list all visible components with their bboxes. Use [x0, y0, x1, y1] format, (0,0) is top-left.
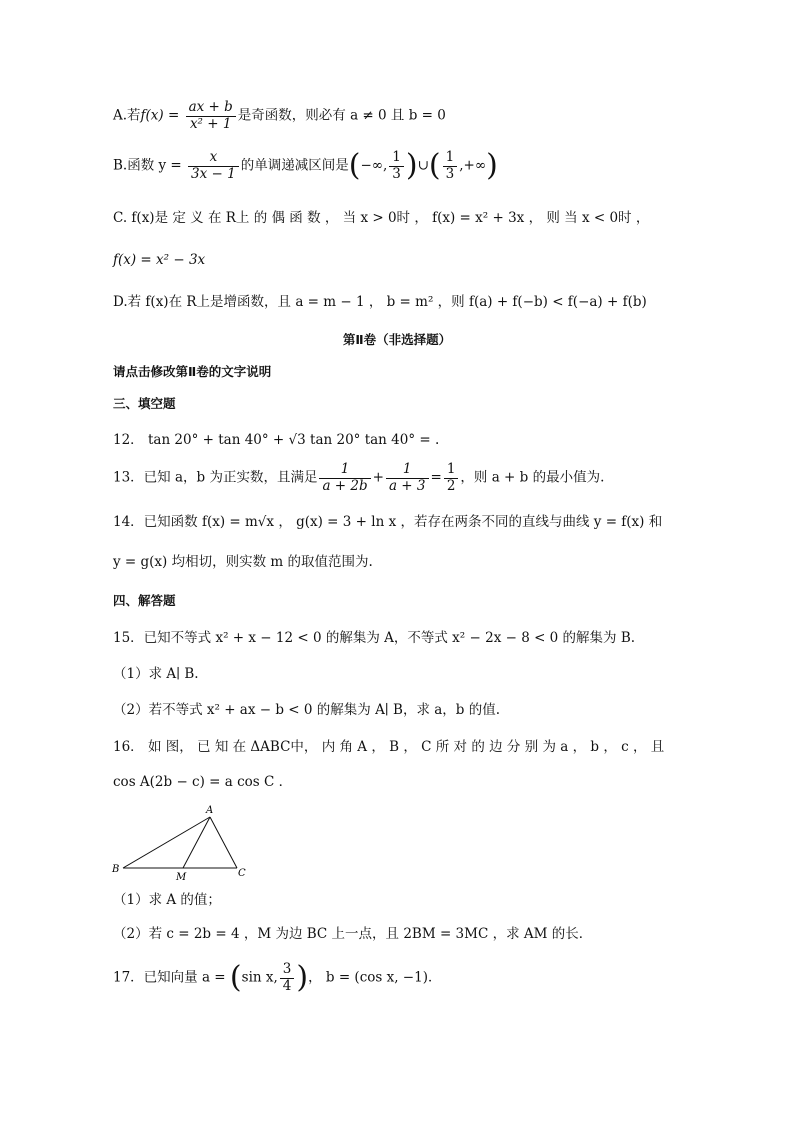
question-14-line2: y = g(x) 均相切，则实数 m 的取值范围为. — [113, 554, 373, 570]
option-b-den: 3x − 1 — [191, 165, 236, 182]
side-ac — [210, 817, 237, 868]
option-c-line2: f(x) = x² − 3x — [113, 252, 206, 268]
option-b — [113, 150, 734, 182]
q13-fraction-1 — [319, 462, 370, 494]
option-b-interval2: ,+∞ — [459, 157, 487, 174]
question-16-part1: （1）求 A 的值； — [113, 892, 221, 908]
q13-fraction-2 — [386, 462, 429, 494]
fill-heading: 三、填空题 — [113, 396, 176, 411]
q13-fraction-3 — [444, 462, 459, 494]
q13-f1-num: 1 — [319, 462, 370, 479]
q17-mid: ， b = — [308, 969, 355, 986]
option-b-iv-fraction-2 — [443, 150, 458, 182]
question-12: 12． tan 20° + tan 40° + √3 tan 20° tan 40° = . — [113, 432, 440, 448]
option-a-den: x² + 1 — [189, 115, 232, 132]
question-16-part2: （2）若 c = 2b = 4 ，M 为边 BC 上一点，且 2BM = 3MC ，求 AM 的长． — [113, 926, 593, 942]
iv-den-1: 3 — [392, 165, 401, 182]
option-b-fraction — [188, 150, 239, 182]
q13-suffix: ，则 a + b 的最小值为. — [460, 469, 605, 486]
q17-fraction — [280, 962, 295, 994]
q13-prefix: 13．已知 a，b 为正实数，且满足 — [113, 469, 318, 486]
option-c-line1: C. f(x)是 定 义 在 R上 的 偶 函 数 ， 当 x > 0时 ， f(x) = x² + 3x ， 则 当 x < 0时 ， — [113, 210, 650, 226]
iv-num-1: 1 — [389, 150, 404, 167]
q13-f1-den: a + 2b — [322, 477, 368, 494]
answer-heading: 四、解答题 — [113, 593, 176, 608]
q17-vec-a-first: sin x, — [241, 969, 278, 986]
option-d: D.若 f(x)在 R上是增函数，且 a = m − 1 ， b = m² ，则 f(a) + f(−b) < f(−a) + f(b) — [113, 294, 647, 310]
option-b-prefix: B.函数 y = — [113, 157, 187, 174]
label-a: A — [206, 805, 214, 816]
question-15-part2: （2）若不等式 x² + ax − b < 0 的解集为 A∣ B，求 a，b 的值. — [113, 702, 501, 718]
option-a-fraction — [186, 100, 236, 132]
option-a-suffix: 是奇函数，则必有 a ≠ 0 且 b = 0 — [237, 107, 446, 124]
q13-eq: = — [430, 469, 442, 486]
q17-right-paren: ) — [296, 960, 309, 996]
question-17 — [113, 962, 734, 994]
triangle-figure — [110, 802, 255, 882]
question-16-line1: 16． 如 图， 已 知 在 ΔABC中， 内 角 A ， B ， C 所 对 的 边 分 别 为 a ， b ， c ， 且 — [113, 739, 665, 755]
iv-num-2: 1 — [443, 150, 458, 167]
section-title: 第Ⅱ卷（非选择题） — [342, 332, 452, 347]
iv-den-2: 3 — [445, 165, 455, 182]
q17-vec-b: (cos x, −1) — [354, 969, 428, 986]
option-b-iv-fraction-1 — [389, 150, 404, 182]
question-15-line1: 15．已知不等式 x² + x − 12 < 0 的解集为 A，不等式 x² − 2x − 8 < 0 的解集为 B. — [113, 630, 636, 646]
q13-plus: + — [372, 469, 384, 486]
option-b-mid: 的单调递减区间是 — [240, 157, 349, 174]
left-paren-2: ( — [428, 148, 441, 184]
section-note: 请点击修改第Ⅱ卷的文字说明 — [113, 364, 272, 379]
right-paren-1: ) — [405, 148, 418, 184]
q13-f2-den: a + 3 — [388, 477, 426, 494]
label-b: B — [112, 864, 120, 875]
right-paren-2: ) — [486, 148, 498, 184]
q17-suffix: ． — [427, 969, 442, 986]
union-symbol: ∪ — [417, 157, 429, 174]
question-13 — [113, 462, 734, 494]
option-b-interval1: −∞, — [360, 157, 388, 174]
label-m: M — [176, 872, 187, 882]
q17-den: 4 — [282, 977, 292, 994]
option-a-fx: f(x) = — [140, 107, 184, 124]
left-paren-1: ( — [348, 148, 361, 184]
q17-num: 3 — [280, 962, 295, 979]
question-14-line1: 14．已知函数 f(x) = m√x ， g(x) = 3 + ln x ，若存在两条不同的直线与曲线 y = f(x) 和 — [113, 514, 663, 530]
q13-f3-num: 1 — [444, 462, 459, 479]
q13-f3-den: 2 — [446, 477, 456, 494]
q17-prefix: 17．已知向量 a = — [113, 969, 230, 986]
option-b-num: x — [188, 150, 239, 167]
option-a — [113, 100, 734, 132]
q17-left-paren: ( — [229, 960, 242, 996]
option-a-prefix: A.若 — [113, 107, 141, 124]
option-a-num: ax + b — [186, 100, 236, 117]
label-c: C — [238, 868, 246, 879]
question-15-part1: （1）求 A∣ B. — [113, 666, 199, 682]
question-16-line2: cos A(2b − c) = a cos C ． — [113, 774, 293, 790]
q13-f2-num: 1 — [386, 462, 429, 479]
